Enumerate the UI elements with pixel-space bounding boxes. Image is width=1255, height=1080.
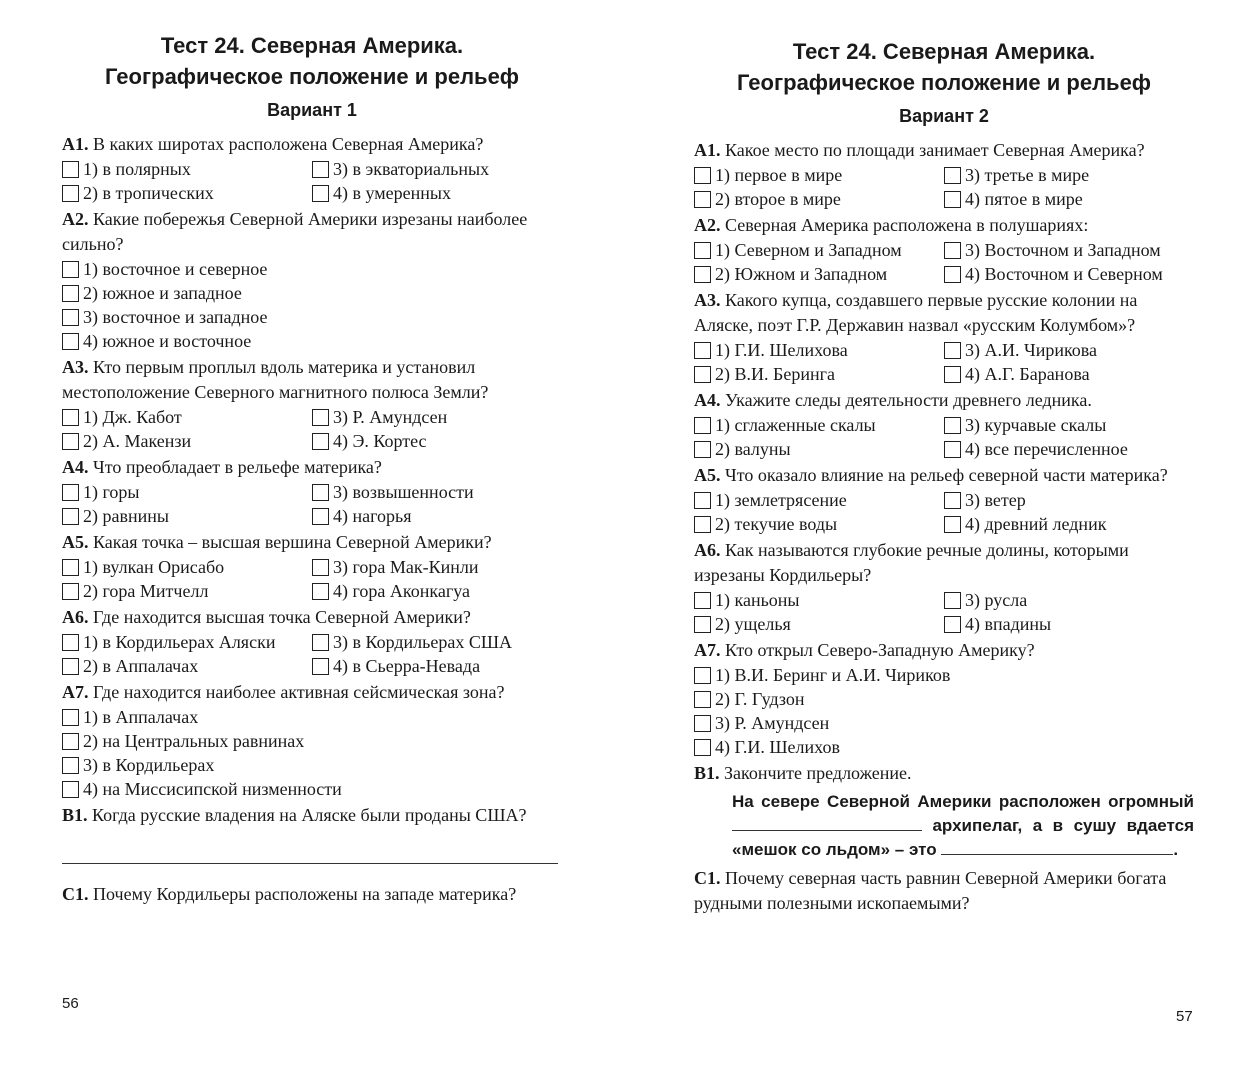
question-text: Почему северная часть равнин Северной Америки богата рудными полезными ископаемыми? (694, 868, 1167, 913)
answer-option[interactable] (62, 281, 562, 305)
checkbox[interactable] (694, 516, 711, 533)
option-label: 4) гора Аконкагуа (333, 581, 470, 601)
question-text: Укажите следы деятельности древнего ледника. (725, 390, 1092, 410)
checkbox[interactable] (312, 559, 329, 576)
question-a5 (62, 530, 562, 603)
question-code: А6. (62, 607, 89, 627)
checkbox[interactable] (694, 492, 711, 509)
question-code: А2. (62, 209, 89, 229)
option-label: 2) в Аппалачах (83, 656, 199, 676)
checkbox[interactable] (694, 191, 711, 208)
option-label: 4) все перечисленное (965, 439, 1128, 459)
question-code: А6. (694, 540, 721, 560)
page-number: 57 (1176, 1008, 1193, 1025)
answer-option[interactable] (694, 437, 944, 461)
checkbox[interactable] (312, 658, 329, 675)
question-a3 (62, 355, 562, 453)
answer-option[interactable] (944, 262, 1194, 286)
answer-option[interactable] (62, 429, 312, 453)
option-label: 2) Г. Гудзон (715, 689, 805, 709)
question-c1 (694, 866, 1194, 916)
option-label: 1) землетрясение (715, 490, 847, 510)
checkbox[interactable] (62, 333, 79, 350)
title-line-2: Географическое положение и рельеф (736, 70, 1152, 95)
checkbox[interactable] (62, 309, 79, 326)
answer-option[interactable] (944, 238, 1194, 262)
question-text: Что оказало влияние на рельеф северной части материка? (725, 465, 1168, 485)
checkbox[interactable] (62, 559, 79, 576)
option-label: 1) каньоны (715, 590, 800, 610)
checkbox[interactable] (312, 161, 329, 178)
answer-option[interactable] (62, 753, 562, 777)
option-label: 1) В.И. Беринг и А.И. Чириков (715, 665, 951, 685)
question-code: А2. (694, 215, 721, 235)
option-label: 4) на Миссисипской низменности (83, 779, 342, 799)
variant-label: Вариант 1 (267, 100, 357, 120)
question-text: Почему Кордильеры расположены на западе материка? (93, 884, 517, 904)
answer-option[interactable] (62, 777, 562, 801)
option-label: 3) Р. Амундсен (715, 713, 830, 733)
option-label: 2) В.И. Беринга (715, 364, 835, 384)
option-label: 1) в Аппалачах (83, 707, 199, 727)
question-text: Когда русские владения на Аляске были проданы США? (92, 805, 527, 825)
option-label: 3) восточное и западное (83, 307, 268, 327)
checkbox[interactable] (62, 285, 79, 302)
fill-in-sentence (694, 790, 1194, 862)
question-a2 (694, 213, 1194, 286)
answer-option[interactable] (62, 654, 312, 678)
question-a6 (62, 605, 562, 678)
option-label: 2) текучие воды (715, 514, 838, 534)
answer-option[interactable] (62, 579, 312, 603)
checkbox[interactable] (312, 583, 329, 600)
answer-option[interactable] (694, 588, 944, 612)
question-text: Какие побережья Северной Америки изрезаны наиболее сильно? (62, 209, 528, 254)
question-c1 (62, 882, 562, 907)
option-label: 3) в экваториальных (333, 159, 490, 179)
answer-option[interactable] (944, 338, 1194, 362)
option-label: 4) в Сьерра-Невада (333, 656, 481, 676)
left-page (62, 0, 562, 909)
question-code: А1. (62, 134, 89, 154)
option-label: 2) на Центральных равнинах (83, 731, 305, 751)
answer-option[interactable] (312, 181, 562, 205)
checkbox[interactable] (62, 781, 79, 798)
answer-option[interactable] (62, 329, 562, 353)
checkbox[interactable] (694, 366, 711, 383)
checkbox[interactable] (944, 616, 961, 633)
checkbox[interactable] (62, 161, 79, 178)
question-code: А4. (694, 390, 721, 410)
checkbox[interactable] (694, 266, 711, 283)
answer-option[interactable] (694, 262, 944, 286)
question-text: Где находится высшая точка Северной Америки? (93, 607, 471, 627)
checkbox[interactable] (62, 658, 79, 675)
question-text: Кто первым проплыл вдоль материка и установил местоположение Северного магнитного полюса Земли? (62, 357, 489, 402)
question-a4 (62, 455, 562, 528)
option-label: 4) в умеренных (333, 183, 451, 203)
answer-option[interactable] (312, 630, 562, 654)
answer-option[interactable] (694, 488, 944, 512)
checkbox[interactable] (694, 715, 711, 732)
checkbox[interactable] (944, 191, 961, 208)
answer-option[interactable] (944, 362, 1194, 386)
answer-option[interactable] (312, 405, 562, 429)
option-label: 4) Г.И. Шелихов (715, 737, 840, 757)
answer-option[interactable] (312, 555, 562, 579)
option-label: 2) второе в мире (715, 189, 841, 209)
checkbox[interactable] (62, 757, 79, 774)
checkbox[interactable] (694, 739, 711, 756)
answer-option[interactable] (944, 612, 1194, 636)
answer-option[interactable] (694, 362, 944, 386)
answer-option[interactable] (62, 305, 562, 329)
option-label: 3) Восточном и Западном (965, 240, 1161, 260)
checkbox[interactable] (944, 366, 961, 383)
checkbox[interactable] (944, 592, 961, 609)
checkbox[interactable] (62, 709, 79, 726)
answer-option[interactable] (944, 512, 1194, 536)
answer-option[interactable] (62, 729, 562, 753)
question-text: В каких широтах расположена Северная Америка? (93, 134, 484, 154)
answer-line[interactable] (62, 862, 558, 864)
title-line-1: Тест 24. Северная Америка. (792, 39, 1096, 64)
checkbox[interactable] (312, 409, 329, 426)
question-a7 (694, 638, 1194, 759)
question-b1 (694, 761, 1194, 862)
option-label: 1) горы (83, 482, 140, 502)
checkbox[interactable] (694, 691, 711, 708)
answer-option[interactable] (694, 512, 944, 536)
answer-option[interactable] (694, 238, 944, 262)
answer-option[interactable] (312, 654, 562, 678)
answer-option[interactable] (944, 413, 1194, 437)
question-code: А7. (694, 640, 721, 660)
question-text: Какая точка – высшая вершина Северной Америки? (93, 532, 492, 552)
option-label: 2) Южном и Западном (715, 264, 888, 284)
answer-option[interactable] (944, 437, 1194, 461)
option-label: 2) ущелья (715, 614, 791, 634)
answer-option[interactable] (694, 663, 1194, 687)
answer-option[interactable] (62, 555, 312, 579)
option-label: 4) древний ледник (965, 514, 1107, 534)
checkbox[interactable] (62, 733, 79, 750)
answer-option[interactable] (694, 612, 944, 636)
option-label: 4) А.Г. Баранова (965, 364, 1090, 384)
option-label: 2) гора Митчелл (83, 581, 209, 601)
question-a3 (694, 288, 1194, 386)
answer-option[interactable] (694, 187, 944, 211)
checkbox[interactable] (62, 433, 79, 450)
question-a1 (62, 132, 562, 205)
page-number: 56 (62, 995, 79, 1012)
option-label: 3) А.И. Чирикова (965, 340, 1098, 360)
checkbox[interactable] (312, 634, 329, 651)
checkbox[interactable] (694, 342, 711, 359)
question-text: Что преобладает в рельефе материка? (93, 457, 382, 477)
checkbox[interactable] (62, 409, 79, 426)
answer-option[interactable] (312, 157, 562, 181)
option-label: 3) Р. Амундсен (333, 407, 448, 427)
checkbox[interactable] (944, 242, 961, 259)
title-line-2: Географическое положение и рельеф (104, 64, 520, 89)
question-code: В1. (62, 805, 88, 825)
checkbox[interactable] (944, 266, 961, 283)
answer-option[interactable] (694, 163, 944, 187)
checkbox[interactable] (62, 583, 79, 600)
question-a4 (694, 388, 1194, 461)
option-label: 4) нагорья (333, 506, 412, 526)
option-label: 3) ветер (965, 490, 1026, 510)
test-title (62, 0, 562, 92)
answer-option[interactable] (312, 504, 562, 528)
test-title (694, 0, 1194, 98)
option-label: 4) пятое в мире (965, 189, 1083, 209)
option-label: 1) первое в мире (715, 165, 843, 185)
question-b1 (62, 803, 562, 864)
option-label: 4) Восточном и Северном (965, 264, 1163, 284)
option-label: 1) Дж. Кабот (83, 407, 182, 427)
answer-option[interactable] (944, 187, 1194, 211)
answer-option[interactable] (312, 579, 562, 603)
option-label: 3) в Кордильерах США (333, 632, 512, 652)
question-text: Какого купца, создавшего первые русские колонии на Аляске, поэт Г.Р. Державин назвал «русским Колумбом»? (694, 290, 1138, 335)
blank-field-1[interactable] (732, 814, 922, 831)
option-label: 4) впадины (965, 614, 1052, 634)
question-a2 (62, 207, 562, 353)
checkbox[interactable] (312, 185, 329, 202)
option-label: 3) русла (965, 590, 1028, 610)
question-a1 (694, 138, 1194, 211)
checkbox[interactable] (694, 417, 711, 434)
checkbox[interactable] (694, 167, 711, 184)
question-code: А5. (694, 465, 721, 485)
checkbox[interactable] (62, 484, 79, 501)
question-a6 (694, 538, 1194, 636)
answer-option[interactable] (694, 338, 944, 362)
blank-field-2[interactable] (941, 838, 1173, 855)
option-label: 2) равнины (83, 506, 169, 526)
option-label: 1) в Кордильерах Аляски (83, 632, 276, 652)
option-label: 2) в тропических (83, 183, 214, 203)
option-label: 1) восточное и северное (83, 259, 268, 279)
title-line-1: Тест 24. Северная Америка. (160, 33, 464, 58)
question-code: А5. (62, 532, 89, 552)
checkbox[interactable] (694, 441, 711, 458)
option-label: 3) гора Мак-Кинли (333, 557, 479, 577)
answer-option[interactable] (62, 157, 312, 181)
option-label: 2) южное и западное (83, 283, 242, 303)
answer-option[interactable] (312, 480, 562, 504)
checkbox[interactable] (694, 616, 711, 633)
checkbox[interactable] (944, 417, 961, 434)
question-code: А7. (62, 682, 89, 702)
right-page (694, 0, 1194, 918)
fill-part-2: архипелаг, а в сушу вдается «мешок со льдом» – это (732, 816, 1194, 859)
answer-option[interactable] (62, 630, 312, 654)
answer-option[interactable] (944, 163, 1194, 187)
checkbox[interactable] (944, 167, 961, 184)
fill-end: . (1173, 840, 1179, 859)
question-code: А4. (62, 457, 89, 477)
checkbox[interactable] (944, 516, 961, 533)
answer-option[interactable] (694, 687, 1194, 711)
option-label: 2) валуны (715, 439, 791, 459)
option-label: 1) Северном и Западном (715, 240, 902, 260)
answer-option[interactable] (62, 705, 562, 729)
checkbox[interactable] (62, 508, 79, 525)
question-code: А3. (62, 357, 89, 377)
option-label: 1) в полярных (83, 159, 191, 179)
answer-option[interactable] (312, 429, 562, 453)
option-label: 3) возвышенности (333, 482, 474, 502)
checkbox[interactable] (312, 484, 329, 501)
option-label: 3) курчавые скалы (965, 415, 1107, 435)
variant-label: Вариант 2 (899, 106, 989, 126)
option-label: 4) южное и восточное (83, 331, 252, 351)
question-code: А3. (694, 290, 721, 310)
checkbox[interactable] (694, 667, 711, 684)
option-label: 2) А. Макензи (83, 431, 192, 451)
answer-option[interactable] (694, 413, 944, 437)
option-label: 3) третье в мире (965, 165, 1090, 185)
question-text: Какое место по площади занимает Северная Америка? (725, 140, 1145, 160)
checkbox[interactable] (944, 342, 961, 359)
answer-option[interactable] (62, 480, 312, 504)
question-text: Северная Америка расположена в полушариях: (725, 215, 1089, 235)
checkbox[interactable] (62, 261, 79, 278)
answer-option[interactable] (62, 405, 312, 429)
question-a7 (62, 680, 562, 801)
option-label: 1) вулкан Орисабо (83, 557, 225, 577)
question-code: А1. (694, 140, 721, 160)
answer-option[interactable] (62, 181, 312, 205)
answer-option[interactable] (694, 735, 1194, 759)
question-a5 (694, 463, 1194, 536)
option-label: 4) Э. Кортес (333, 431, 427, 451)
question-text: Где находится наиболее активная сейсмическая зона? (93, 682, 505, 702)
question-code: С1. (62, 884, 89, 904)
question-text: Закончите предложение. (724, 763, 912, 783)
answer-option[interactable] (62, 257, 562, 281)
answer-option[interactable] (694, 711, 1194, 735)
question-text: Кто открыл Северо-Западную Америку? (725, 640, 1035, 660)
question-code: С1. (694, 868, 721, 888)
checkbox[interactable] (62, 185, 79, 202)
checkbox[interactable] (62, 634, 79, 651)
option-label: 1) Г.И. Шелихова (715, 340, 848, 360)
checkbox[interactable] (694, 592, 711, 609)
question-code: В1. (694, 763, 720, 783)
checkbox[interactable] (694, 242, 711, 259)
answer-option[interactable] (62, 504, 312, 528)
option-label: 3) в Кордильерах (83, 755, 215, 775)
fill-part-1: На севере Северной Америки расположен огромный (732, 792, 1194, 811)
checkbox[interactable] (312, 508, 329, 525)
option-label: 1) сглаженные скалы (715, 415, 876, 435)
answer-option[interactable] (944, 488, 1194, 512)
answer-option[interactable] (944, 588, 1194, 612)
checkbox[interactable] (944, 441, 961, 458)
checkbox[interactable] (312, 433, 329, 450)
question-text: Как называются глубокие речные долины, которыми изрезаны Кордильеры? (694, 540, 1129, 585)
checkbox[interactable] (944, 492, 961, 509)
